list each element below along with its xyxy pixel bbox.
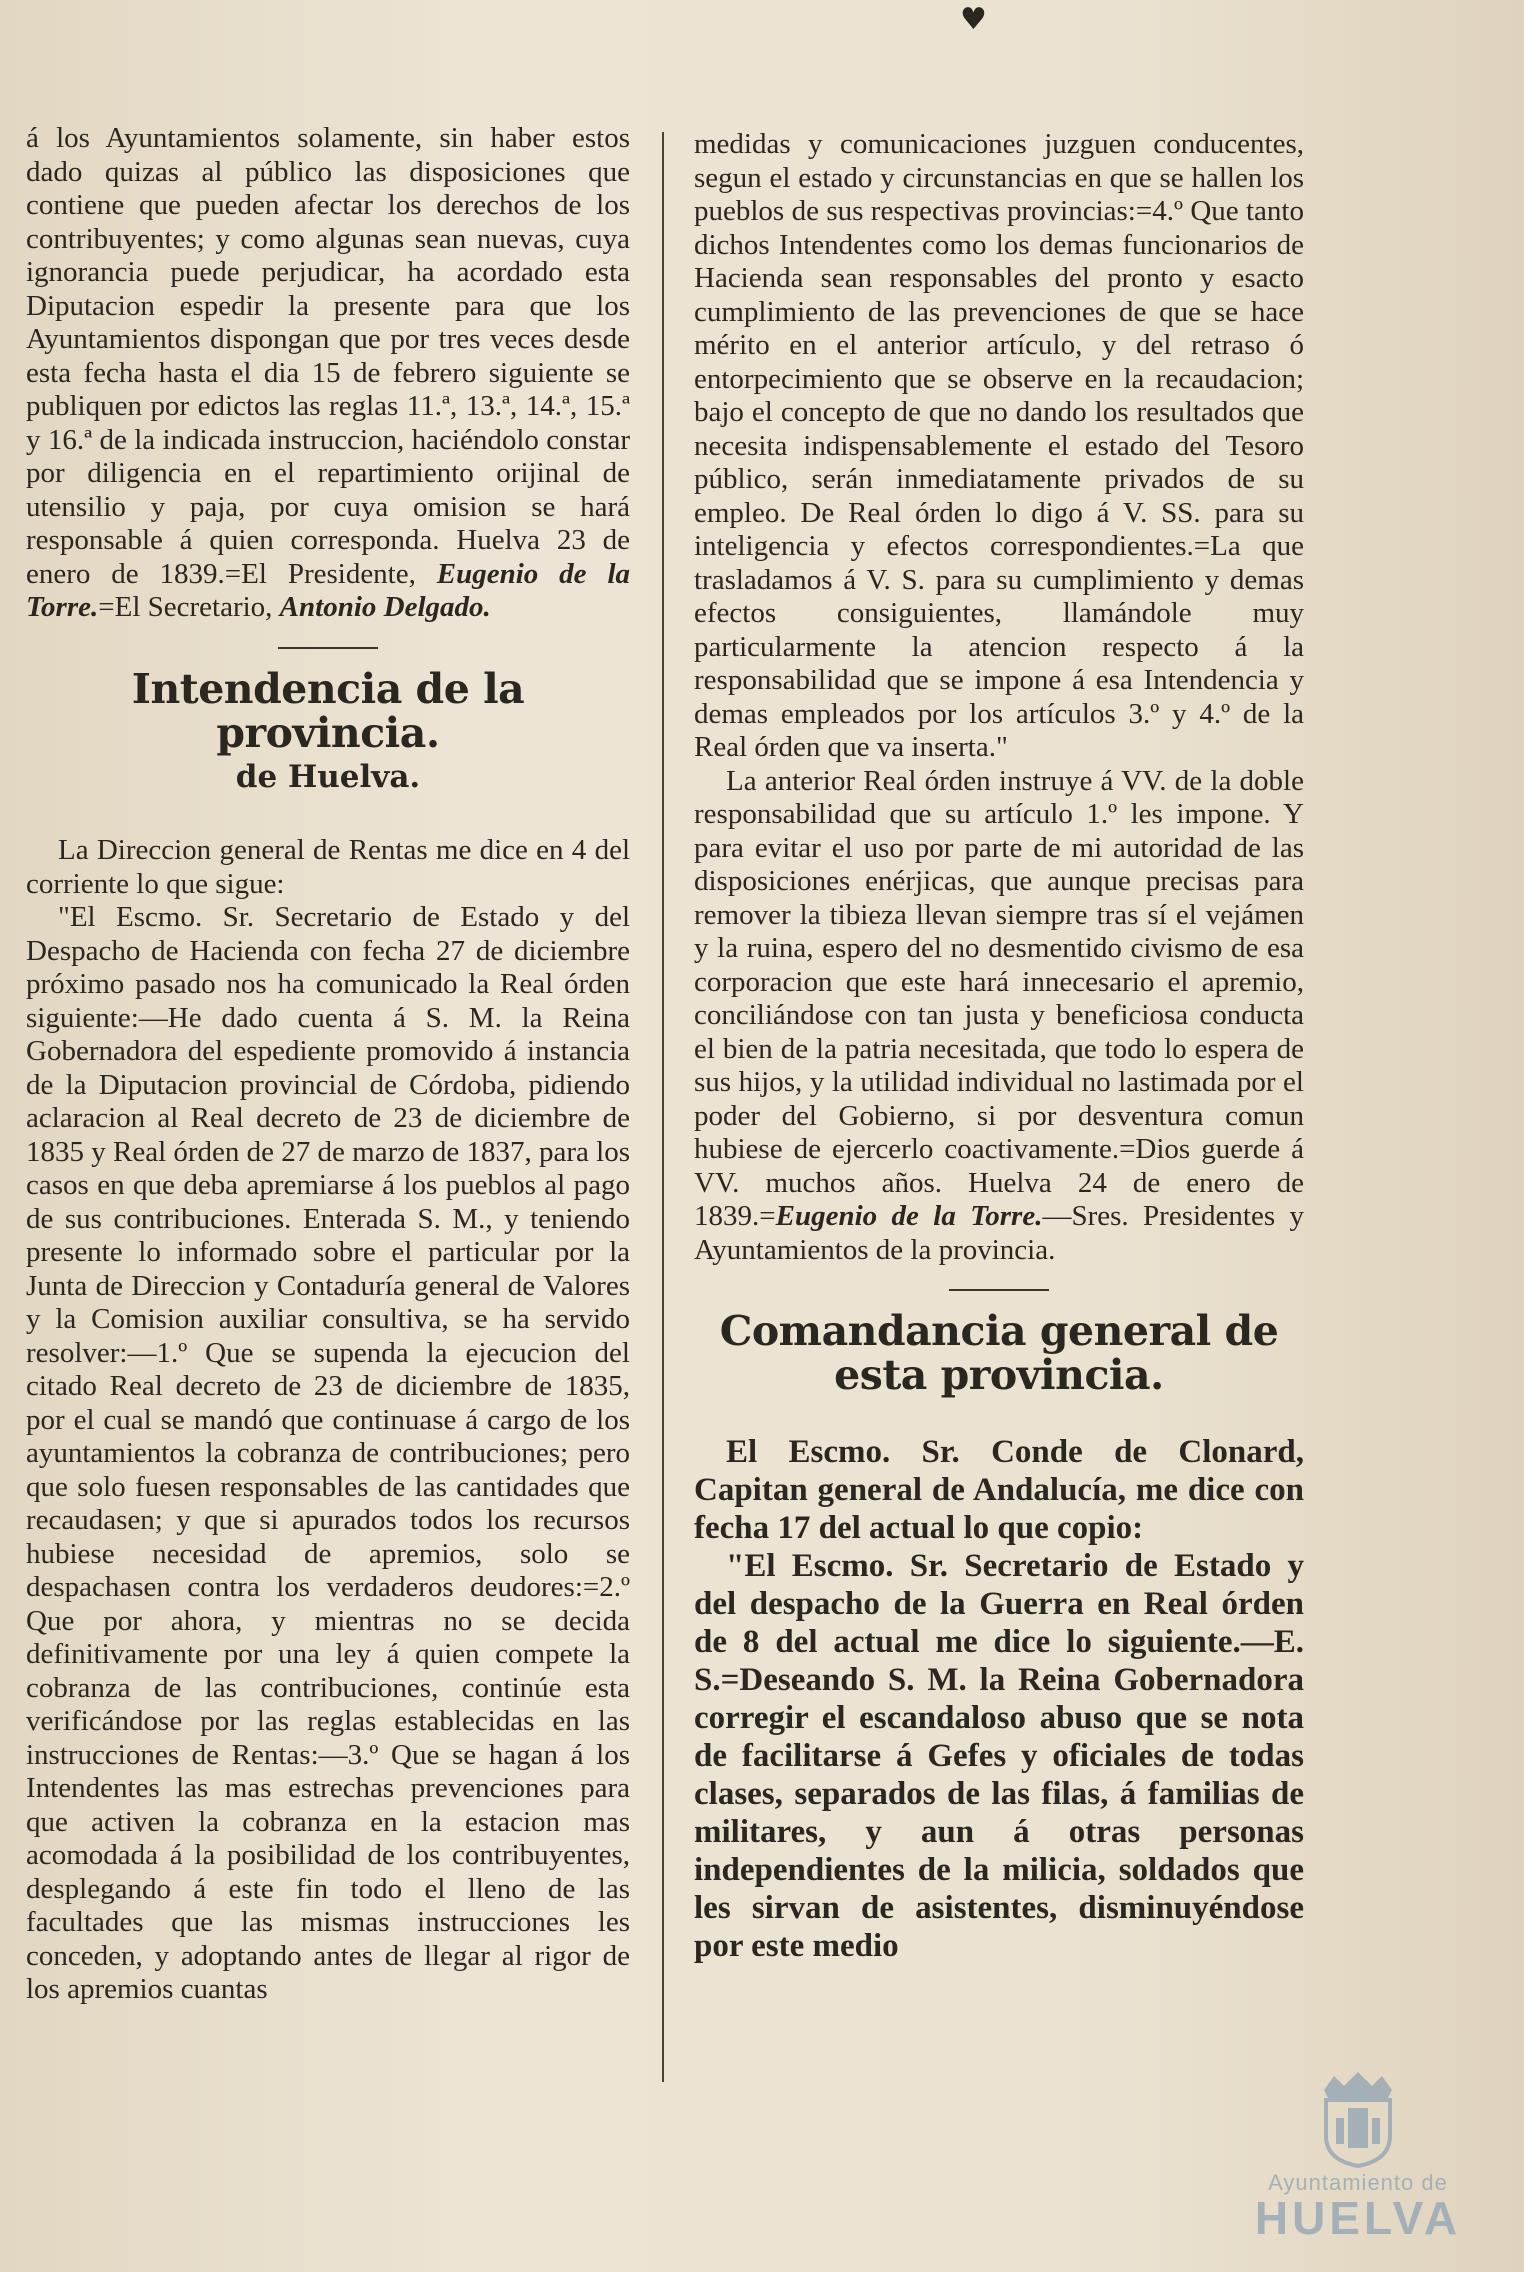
watermark-small-text: Ayuntamiento de	[1268, 2170, 1448, 2195]
archive-watermark	[1238, 2068, 1478, 2268]
column-divider	[662, 132, 664, 2082]
intro-paragraph: á los Ayuntamientos solamente, sin haber estos dado quizas al público las disposiciones que contiene que pueden afectar los derechos de los contribuyentes; y como algunas sean nuevas, cuya ignorancia puede perjudicar, ha acordado esta Diputacion espedir la presente para que los Ayuntamientos dispongan que por tres veces desde esta fecha hasta el dia 15 de febrero siguiente se publiquen por edictos las reglas 11.ª, 13.ª, 14.ª, 15.ª y 16.ª de la indicada instruccion, haciéndolo constar por diligencia en el repartimiento orijinal de utensilio y paja, por cuya omision se hará responsable á quien corresponda. Huelva 23 de enero de 1839.=El Presidente, Eugenio de la Torre.=El Secretario, Antonio Delgado.	[26, 122, 630, 623]
section-divider-2	[949, 1289, 1049, 1291]
crest-icon	[1310, 2068, 1406, 2168]
section1-paragraph-2: "El Escmo. Sr. Secretario de Estado y del Despacho de Hacienda con fecha 27 de diciembre próximo pasado nos ha comunicado la Real órden siguiente:—He dado cuenta á S. M. la Reina Gobernadora del espediente promovido á instancia de la Diputacion provincial de Córdoba, pidiendo aclaracion al Real decreto de 23 de diciembre de 1835 y Real órden de 27 de marzo de 1837, para los casos en que deba apremiarse á los pueblos al pago de sus contribuciones. Enterada S. M., y teniendo presente lo informado sobre el particular por la Junta de Direccion y Contaduría general de Valores y la Comision auxiliar consultiva, se ha servido resolver:—1.º Que se supenda la ejecucion del citado Real decreto de 23 de diciembre de 1835, por el cual se mandó que continuase á cargo de los ayuntamientos la cobranza de contribuciones; pero que solo fuesen responsables de las cantidades que recaudasen; y que si apurados todos los recursos hubiese necesidad de apremios, solo se despachasen contra los verdaderos deudores:=2.º Que por ahora, y mientras no se decida definitivamente por una ley á quien compete la cobranza de las contribuciones, continúe esta verificándose por las reglas establecidas en las instrucciones de Rentas:—3.º Que se hagan á los Intendentes las mas estrechas prevenciones para que activen la cobranza en la estacion mas acomodada á la posibilidad de los contribuyentes, desplegando á este fin todo el lleno de las facultades que las mismas instrucciones les conceden, y adoptando antes de llegar al rigor de los apremios cuantas	[26, 901, 630, 2005]
section2-paragraph-1: El Escmo. Sr. Conde de Clonard, Capitan general de Andalucía, me dice con fecha 17 del actual lo que copio:	[694, 1434, 1304, 1546]
president-signature: Eugenio de la Torre.	[26, 557, 630, 623]
right-paragraph-1: medidas y comunicaciones juzguen conducentes, segun el estado y circunstancias en que se hallen los pueblos de sus respectivas provincias:=4.º Que tanto dichos Intendentes como los demas funcionarios de Hacienda sean responsables del pronto y esacto cumplimiento de las prevenciones de que se hace mérito en el anterior artículo, y del retraso ó entorpecimiento que se observe en la recaudacion; bajo el concepto de que no dando los resultados que necesita indispensablemente el estado del Tesoro público, serán inmediatamente privados de su empleo. De Real órden lo digo á V. SS. para su inteligencia y efectos correspondientes.=La que trasladamos á V. S. para su cumplimiento y demas efectos consiguientes, llamándole muy particularmente la atencion respecto á la responsabilidad que se impone á esa Intendencia y demas empleados por los artículos 3.º y 4.º de la Real órden que va inserta."	[694, 128, 1304, 763]
section-divider	[278, 647, 378, 649]
secretary-signature: Antonio Delgado.	[279, 591, 491, 623]
page-mark: ♥	[960, 2, 987, 37]
section-subtitle-huelva: de Huelva.	[235, 758, 421, 795]
secretary-text: =El Secretario,	[98, 591, 273, 623]
section-title-comandancia: Comandancia general de esta provincia.	[719, 1307, 1279, 1399]
right-column	[694, 128, 1304, 1965]
watermark-big-text: HUELVA	[1254, 2192, 1462, 2244]
section-title-intendencia: Intendencia de la provincia.	[131, 664, 525, 757]
right-paragraph-2: La anterior Real órden instruye á VV. de la doble responsabilidad que su artículo 1.º les impone. Y para evitar el uso por parte de mi autoridad de las disposiciones enérjicas, que aunque precisas para remover la tibieza llevan siempre tras sí el vejámen y la ruina, espero del no desmentido civismo de esa corporacion que este hará innecesario el apremio, conciliándose con tan justa y beneficiosa conducta el bien de la patria necesitada, que todo lo espera de sus hijos, y la utilidad individual no lastimada por el poder del Gobierno, si por desventura comun hubiese de ejercerlo coactivamente.=Dios guerde á VV. muchos años. Huelva 24 de enero de 1839.=Eugenio de la Torre.—Sres. Presidentes y Ayuntamientos de la provincia.	[694, 764, 1305, 1266]
torre-signature: Eugenio de la Torre.	[775, 1200, 1043, 1232]
section1-paragraph-1: La Direccion general de Rentas me dice en 4 del corriente lo que sigue:	[26, 834, 630, 900]
left-column	[26, 122, 630, 2007]
section2-paragraph-2: "El Escmo. Sr. Secretario de Estado y del despacho de la Guerra en Real órden de 8 del actual me dice lo siguiente.—E. S.=Deseando S. M. la Reina Gobernadora corregir el escandaloso abuso que se nota de facilitarse á Gefes y oficiales de todas clases, separados de las filas, á familias de militares, y aun á otras personas independientes de la milicia, soldados que les sirvan de asistentes, disminuyéndose por este medio	[694, 1548, 1304, 1964]
